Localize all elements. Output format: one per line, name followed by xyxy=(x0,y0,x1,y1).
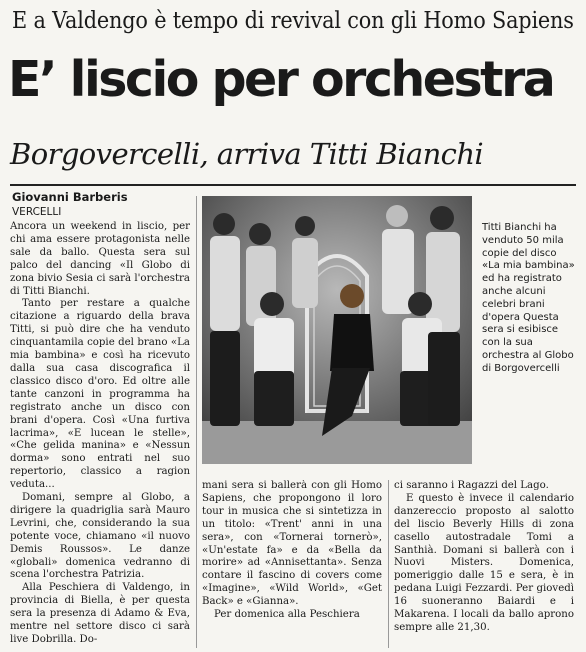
article-subheadline: Borgovercelli, arriva Titti Bianchi xyxy=(10,137,484,171)
paragraph: ci saranno i Ragazzi del Lago. xyxy=(394,480,549,491)
article-kicker: E a Valdengo è tempo di revival con gli Homo Sapiens xyxy=(12,8,574,34)
text-column-3 xyxy=(394,480,574,650)
header-rule xyxy=(10,184,576,186)
band-photo xyxy=(202,196,472,464)
article-headline: E’ liscio per orchestra xyxy=(8,51,554,108)
text-column-2 xyxy=(202,480,382,650)
band-photo-illustration xyxy=(202,196,472,464)
paragraph: Ancora un weekend in liscio, per chi ama essere protagonista nelle sale da ballo. Questa sera sul palco del dancing «Il Globo di zona bivio Sesia ci sarà l'orchestra di Titti Bianchi. xyxy=(10,221,190,297)
column-divider xyxy=(196,196,197,648)
paragraph: Domani, sempre al Globo, a dirigere la quadriglia sarà Mauro Levrini, che, considerando la sua potente voce, chiamano «il nuovo Demis Roussos». Le danze «globali» domenica vedranno di scena l'orchestra Patrizia. xyxy=(10,492,190,581)
paragraph: mani sera si ballerà con gli Homo Sapiens, che propongono il loro tour in musica che si sintetizza in un titolo: «Trent' anni in una sera», con «Tornerai tornerò», «Un'estate fa» e da «Bella da morire» ad «Annisettanta». Senza contare il fascino di covers come «Imagine», «Wild World», «Get Back» e «Gianna». xyxy=(202,480,382,608)
article-author: Giovanni Barberis xyxy=(12,190,128,204)
paragraph: Per domenica alla Peschiera xyxy=(214,609,360,621)
paragraph: E questo è invece il calendario danzereccio proposto al salotto del liscio Beverly Hills di zona casello autostradale Tomi a Santhià. Domani si ballerà con i Nuovi Misters. Domenica, pomeriggio dalle 15 e sera, è in pedana Luigi Fezzardi. Per giovedì 16 suoneranno Baiardi e i Makarena. I locali da ballo aprono sempre alle 21,30. xyxy=(394,492,574,633)
photo-caption: Titti Bianchi ha venduto 50 mila copie del disco «La mia bambina» ed ha registrato anche alcuni celebri brani d'opera Questa sera si esibisce con la sua orchestra al Globo di Borgovercelli xyxy=(482,222,575,374)
paragraph: Tanto per restare a qualche citazione a riguardo della brava Titti, si può dire che ha venduto cinquantamila copie del brano «La mia bambina» e così ha ricevuto dalla sua casa discografica il classico disco d'oro. Ed oltre alle tante canzoni in programma ha registrato anche un disco con brani d'opera. Così «Una furtiva lacrima», «E lucean le stelle», «Che gelida manina» e «Nessun dorma» sono entrati nel suo repertorio, classico a ragion veduta... xyxy=(10,298,190,491)
column-divider xyxy=(388,480,389,648)
text-column-1 xyxy=(10,221,190,646)
article-dateline: VERCELLI xyxy=(12,206,62,218)
paragraph: Alla Peschiera di Valdengo, in provincia di Biella, è per questa sera la presenza di Adamo & Eva, mentre nel settore disco ci sarà live Dobrilla. Do- xyxy=(10,582,190,645)
